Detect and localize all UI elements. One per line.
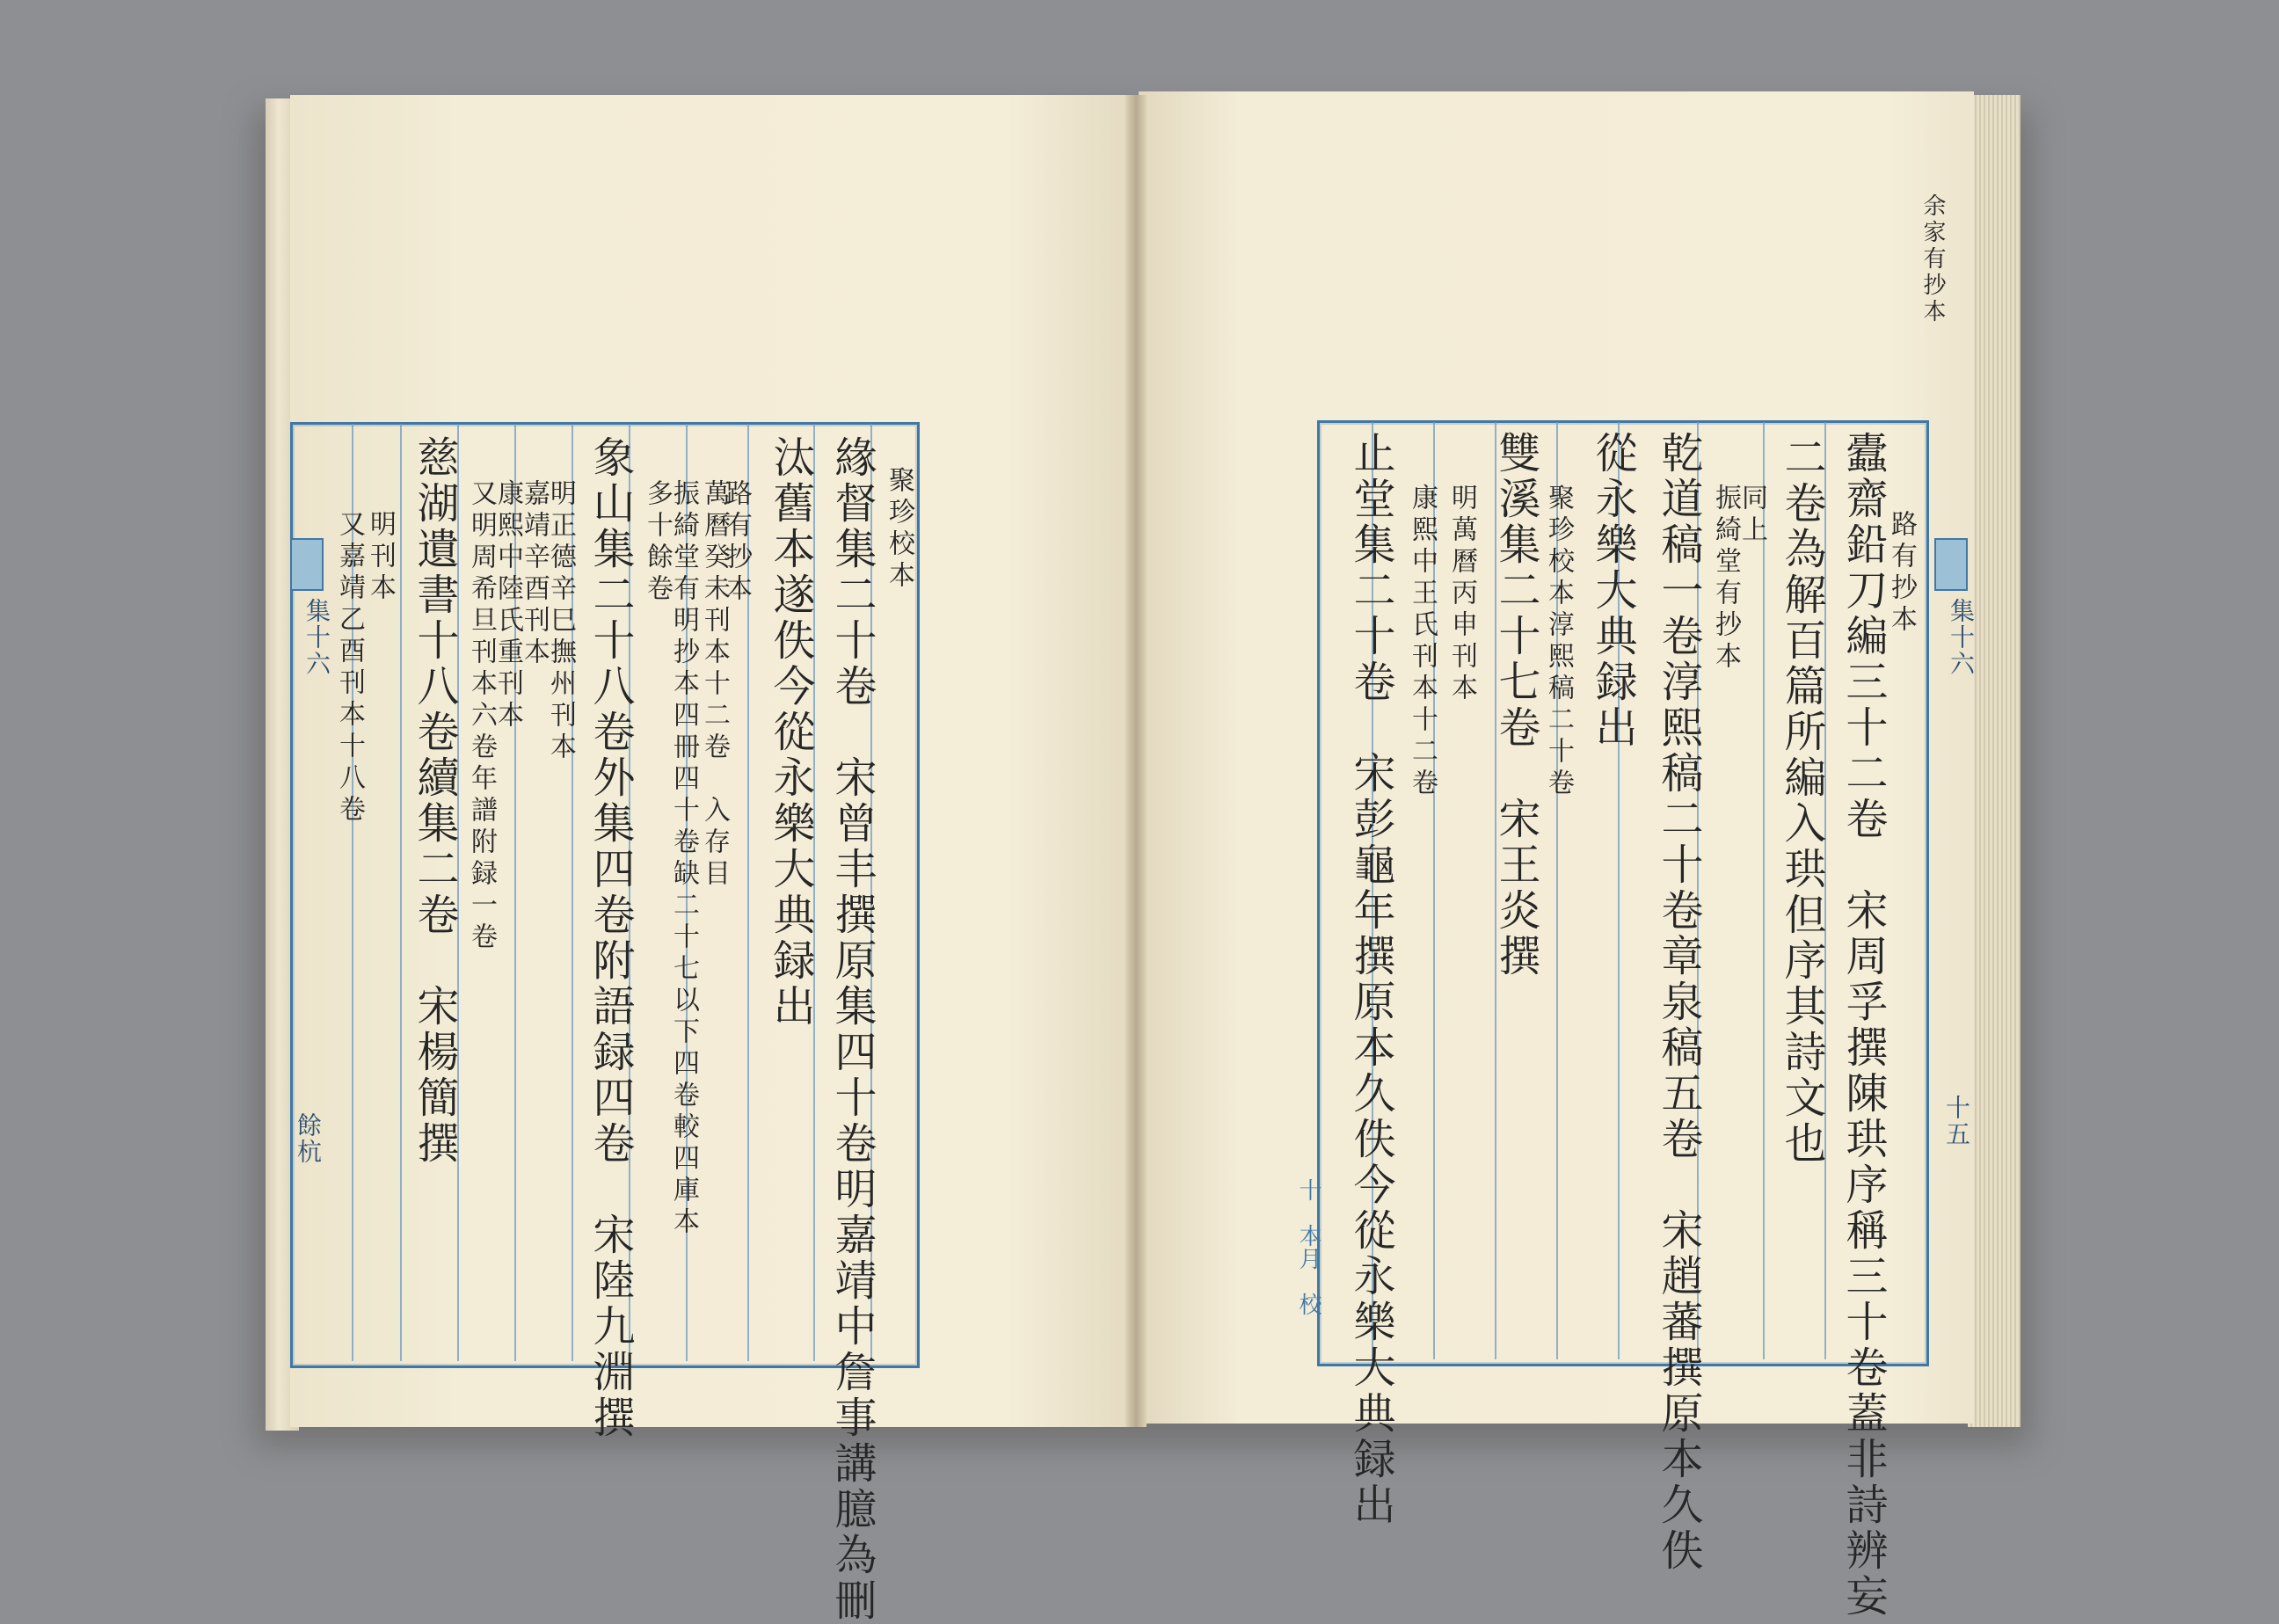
text-column: 聚珍校本淳熙稿二十卷 <box>1543 484 1574 800</box>
right-page-number: 十五 <box>1942 1095 1971 1147</box>
text-column: 同上 <box>1737 484 1767 547</box>
bottom-annotation: 十 本月 校 <box>1295 1178 1322 1315</box>
column-rule <box>1763 422 1765 1359</box>
text-column: 象山集二十八卷外集四卷附語録四卷 宋陸九淵撰 <box>586 435 635 1441</box>
text-column: 汰舊本遂佚今從永樂大典録出 <box>766 435 815 1030</box>
column-rule <box>400 424 402 1361</box>
text-column: 雙溪集二十七卷 宋王炎撰 <box>1491 431 1540 979</box>
text-column: 萬曆癸未刊本十二卷 入存目 <box>699 479 730 891</box>
text-column: 路有抄本 <box>721 479 752 606</box>
left-chapter-label: 集十六 <box>302 598 331 677</box>
top-note: 余家有抄本 <box>1919 193 1946 325</box>
text-column: 又明周希旦刊本六卷年譜附録一卷 <box>466 479 497 954</box>
text-column: 振綺堂有抄本 <box>1710 484 1741 674</box>
text-column: 聚珍校本 <box>884 466 914 593</box>
text-column: 從永樂大典録出 <box>1588 431 1637 751</box>
book-gutter <box>1125 95 1147 1427</box>
right-page-edge <box>1968 95 2021 1427</box>
text-column: 明刊本 <box>365 510 396 605</box>
text-column: 乾道稿一卷淳熙稿二十卷章泉稿五卷 宋趙蕃撰原本久佚 <box>1654 431 1703 1574</box>
text-column: 二卷為解百篇所編入珙但序其詩文也 <box>1777 435 1826 1167</box>
text-column: 康熙中陸氏重刊本 <box>492 479 523 732</box>
right-fish-tail-mark <box>1934 538 1968 591</box>
text-column: 路有抄本 <box>1886 510 1917 637</box>
text-column: 蠹齋鉛刀編三十二卷 宋周孚撰陳珙序稱三十卷蓋非詩辨妄 <box>1838 431 1888 1620</box>
right-chapter-label: 集十六 <box>1947 598 1976 677</box>
text-column: 緣督集二十卷 宋曾丰撰原集四十卷明嘉靖中詹事講臆為刪 <box>827 435 877 1624</box>
text-column: 振綺堂有明抄本四冊四十卷缺二十七以下四卷較四庫本 <box>668 479 699 1239</box>
text-column: 止堂集二十卷 宋彭龜年撰原本久佚今從永樂大典録出 <box>1346 431 1395 1528</box>
left-fish-tail-mark <box>290 538 324 591</box>
text-column: 慈湖遺書十八卷續集二卷 宋楊簡撰 <box>410 435 459 1167</box>
text-column: 明萬曆丙申刊本 <box>1446 484 1477 705</box>
text-column: 康熙中王氏刊本十二卷 <box>1407 484 1438 800</box>
text-column: 嘉靖辛酉刊本 <box>519 479 550 669</box>
left-margin-note: 餘杭 <box>294 1112 323 1165</box>
text-column: 又嘉靖乙酉刊本十八卷 <box>334 510 365 827</box>
text-column: 多十餘卷 <box>642 479 673 606</box>
text-column: 明正德辛巳撫州刊本 <box>545 479 576 764</box>
